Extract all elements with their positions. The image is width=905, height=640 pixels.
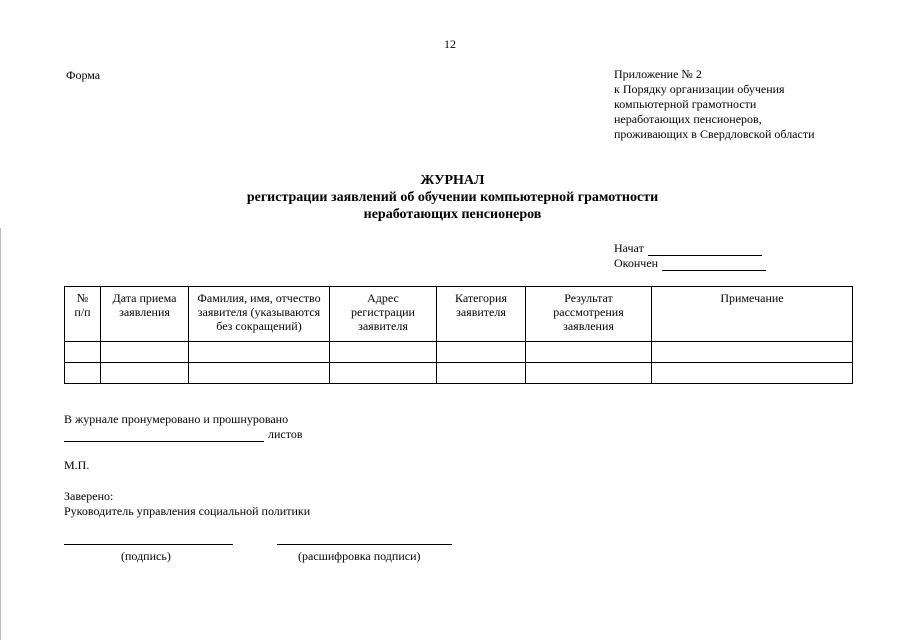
- header-text: Адрес: [367, 291, 399, 305]
- numbered-text: В журнале пронумеровано и прошнуровано: [64, 412, 289, 426]
- page-edge-line: [0, 228, 1, 640]
- header-date: [101, 287, 189, 342]
- header-text: без сокращений): [216, 319, 302, 333]
- sheets-row: [64, 427, 303, 442]
- form-label: Форма: [66, 68, 101, 82]
- table-cell[interactable]: [65, 363, 101, 384]
- table-cell[interactable]: [526, 363, 652, 384]
- title-line-3: неработающих пенсионеров: [363, 207, 542, 222]
- table-cell[interactable]: [65, 342, 101, 363]
- table-cell[interactable]: [437, 342, 526, 363]
- signature-field[interactable]: [64, 544, 233, 545]
- table-row: [65, 342, 853, 363]
- table-cell[interactable]: [101, 342, 189, 363]
- header-text: Результат: [564, 291, 613, 305]
- certified-block: [64, 489, 310, 519]
- header-result: [526, 287, 652, 342]
- header-text: п/п: [74, 305, 91, 319]
- header-text: заявителя: [456, 305, 506, 319]
- table-cell[interactable]: [652, 363, 853, 384]
- appendix-line: компьютерной грамотности: [614, 97, 757, 111]
- header-text: Категория: [455, 291, 507, 305]
- header-address: [330, 287, 437, 342]
- table-cell[interactable]: [101, 363, 189, 384]
- appendix-block: [614, 67, 815, 142]
- appendix-line: к Порядку организации обучения: [614, 82, 785, 96]
- header-text: заявления: [119, 305, 170, 319]
- title-line-2: регистрации заявлений об обучении компьютерной грамотности: [246, 190, 659, 205]
- started-field[interactable]: [648, 245, 762, 256]
- signature-decode-field[interactable]: [277, 544, 452, 545]
- header-text: Дата приема: [112, 291, 177, 305]
- header-text: рассмотрения: [553, 305, 624, 319]
- journal-title: [0, 172, 905, 223]
- appendix-line: неработающих пенсионеров,: [614, 112, 762, 126]
- appendix-line: Приложение № 2: [614, 67, 702, 81]
- table-cell[interactable]: [437, 363, 526, 384]
- table-cell[interactable]: [526, 342, 652, 363]
- table-cell[interactable]: [330, 342, 437, 363]
- certified-label: Заверено:: [64, 489, 114, 503]
- header-number: [65, 287, 101, 342]
- table-cell[interactable]: [189, 363, 330, 384]
- stamp-place: М.П.: [64, 458, 90, 472]
- table-cell[interactable]: [652, 342, 853, 363]
- dates-block: [614, 241, 766, 271]
- sheets-label: листов: [268, 427, 303, 441]
- header-text: регистрации: [351, 305, 415, 319]
- started-row: [614, 241, 766, 256]
- header-text: заявления: [563, 319, 614, 333]
- ended-field[interactable]: [662, 260, 766, 271]
- ended-row: [614, 256, 766, 271]
- signature-label: (подпись): [121, 549, 171, 563]
- header-text: заявителя: [358, 319, 408, 333]
- sheets-count-field[interactable]: [64, 431, 264, 442]
- header-category: [437, 287, 526, 342]
- header-note: [652, 287, 853, 342]
- table-cell[interactable]: [330, 363, 437, 384]
- header-text: Фамилия, имя, отчество: [197, 291, 321, 305]
- title-line-1: ЖУРНАЛ: [420, 173, 485, 188]
- table-cell[interactable]: [189, 342, 330, 363]
- table-header-row: [65, 287, 853, 342]
- numbered-block: [64, 412, 303, 442]
- started-label: Начат: [614, 241, 644, 255]
- journal-table: [64, 286, 853, 384]
- header-text: №: [76, 291, 89, 305]
- appendix-line: проживающих в Свердловской области: [614, 127, 815, 141]
- header-text: Примечание: [720, 291, 784, 305]
- header-text: заявителя (указываются: [197, 305, 321, 319]
- table-row: [65, 363, 853, 384]
- signature-decode-label: (расшифровка подписи): [298, 549, 421, 563]
- header-fullname: [189, 287, 330, 342]
- ended-label: Окончен: [614, 256, 659, 270]
- page-number: 12: [444, 37, 456, 51]
- head-title: Руководитель управления социальной политики: [64, 504, 311, 518]
